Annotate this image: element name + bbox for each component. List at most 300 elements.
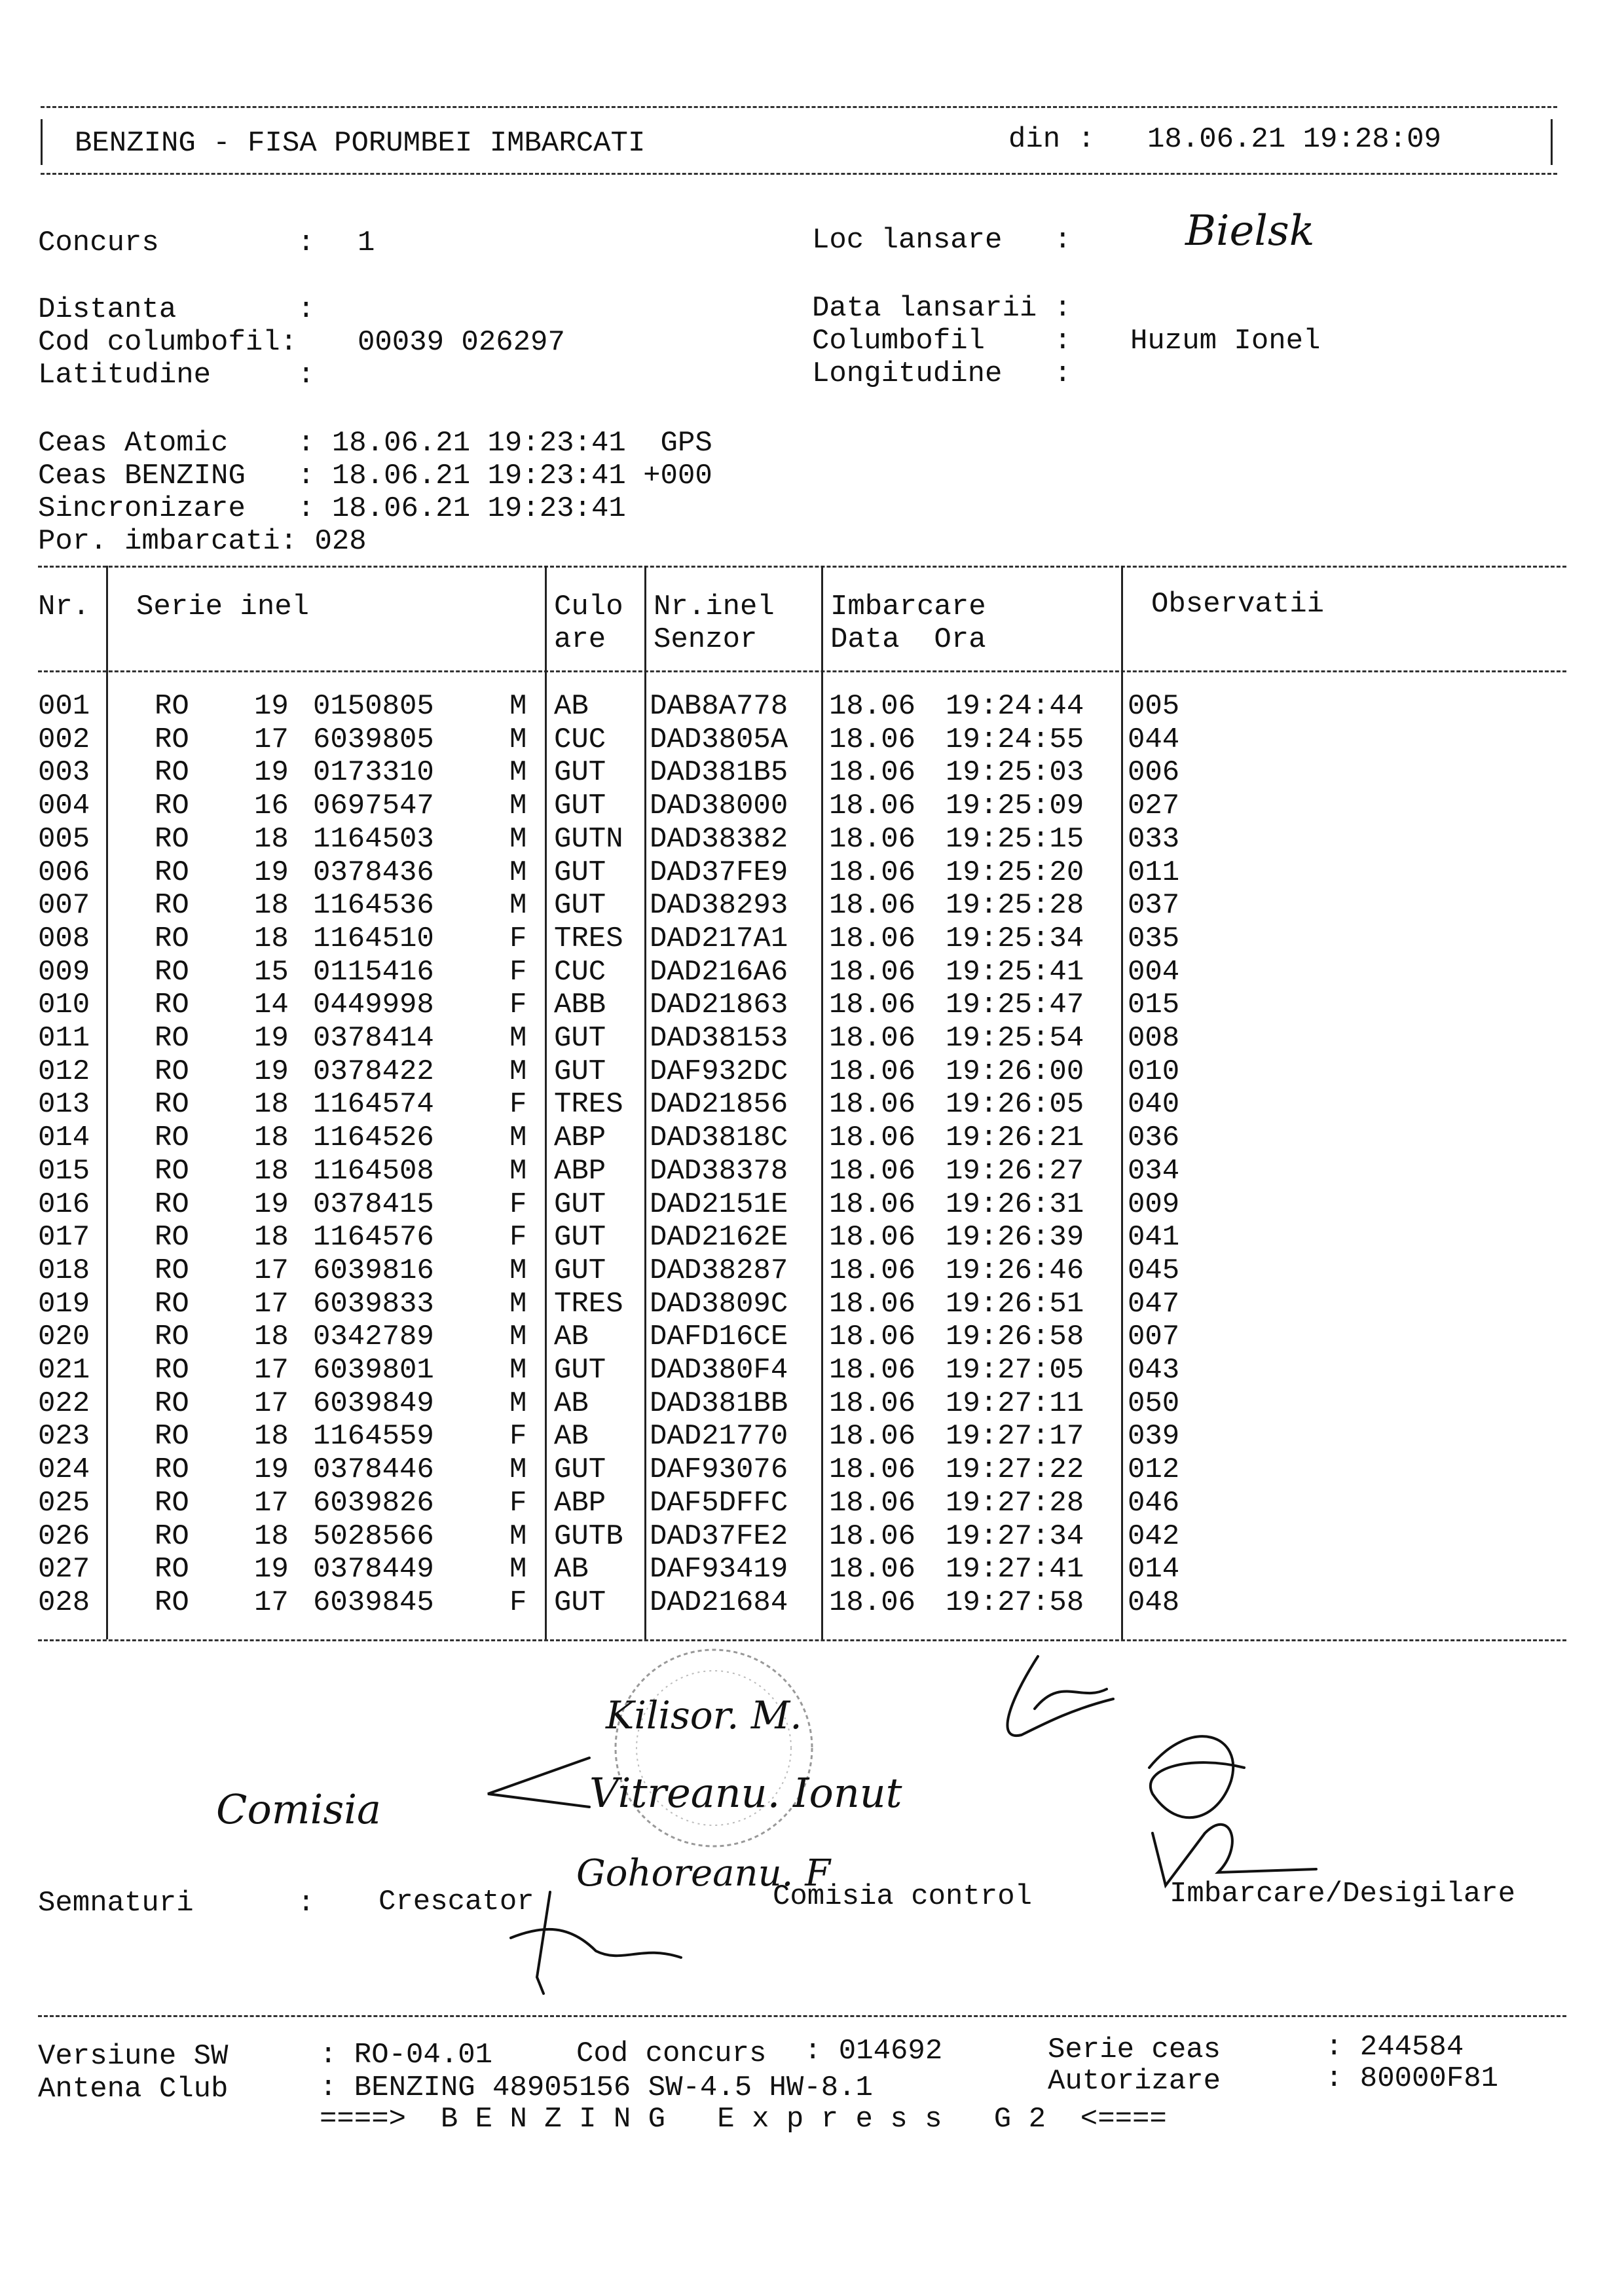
cell-country: RO xyxy=(155,1155,189,1188)
cell-observatii: 014 xyxy=(1128,1553,1180,1586)
cell-observatii: 004 xyxy=(1128,956,1180,989)
cell-ring-number: 0378436 xyxy=(313,856,434,889)
cell-sex: M xyxy=(509,1022,527,1055)
table-header-divider xyxy=(38,670,1566,672)
latitudine-label: Latitudine : xyxy=(38,359,315,392)
columbofil-label: Columbofil : xyxy=(812,325,1072,357)
cell-country: RO xyxy=(155,1221,189,1254)
cell-observatii: 027 xyxy=(1128,790,1180,822)
cell-time: 19:26:51 xyxy=(946,1288,1084,1321)
cell-sex: M xyxy=(509,1254,527,1287)
cell-date: 18.06 xyxy=(829,790,916,822)
autorizare-value: : 80000F81 xyxy=(1325,2062,1499,2095)
cell-year: 19 xyxy=(254,856,289,889)
cell-color: GUT xyxy=(554,889,606,922)
cell-time: 19:26:46 xyxy=(946,1254,1084,1287)
cell-color: AB xyxy=(554,1387,589,1420)
handwriting-line-2: Vitreanu. Ionut xyxy=(589,1769,902,1817)
cell-color: CUC xyxy=(554,956,606,989)
col-divider-imbarcare xyxy=(1121,566,1123,1639)
cell-sex: M xyxy=(509,1553,527,1586)
cell-date: 18.06 xyxy=(829,1254,916,1287)
cell-time: 19:27:17 xyxy=(946,1420,1084,1453)
cell-country: RO xyxy=(155,1022,189,1055)
cell-nr: 007 xyxy=(38,889,90,922)
cell-time: 19:26:05 xyxy=(946,1088,1084,1121)
cell-sensor: DAD38000 xyxy=(650,790,788,822)
cell-time: 19:25:15 xyxy=(946,823,1084,856)
cell-time: 19:25:20 xyxy=(946,856,1084,889)
cell-ring-number: 6039833 xyxy=(313,1288,434,1321)
cell-nr: 022 xyxy=(38,1387,90,1420)
cell-ring-number: 0378422 xyxy=(313,1055,434,1088)
cell-nr: 028 xyxy=(38,1586,90,1619)
cell-ring-number: 0150805 xyxy=(313,690,434,723)
cell-year: 15 xyxy=(254,956,289,989)
cell-sensor: DAD38287 xyxy=(650,1254,788,1287)
cell-color: GUTB xyxy=(554,1520,623,1553)
col-divider-culoare xyxy=(644,566,646,1639)
cell-sensor: DAD38378 xyxy=(650,1155,788,1188)
cell-date: 18.06 xyxy=(829,1420,916,1453)
cell-sex: M xyxy=(509,1055,527,1088)
cell-date: 18.06 xyxy=(829,989,916,1021)
cell-observatii: 042 xyxy=(1128,1520,1180,1553)
signature-1 xyxy=(1007,1656,1113,1736)
cell-time: 19:25:03 xyxy=(946,756,1084,789)
cell-color: GUT xyxy=(554,1586,606,1619)
cell-sex: M xyxy=(509,1387,527,1420)
cell-ring-number: 0378414 xyxy=(313,1022,434,1055)
signature-3 xyxy=(1153,1825,1316,1886)
cell-observatii: 039 xyxy=(1128,1420,1180,1453)
header-bottom-border xyxy=(41,173,1557,175)
cell-ring-number: 1164576 xyxy=(313,1221,434,1254)
col-divider-nr xyxy=(106,566,108,1639)
cell-sensor: DAD2151E xyxy=(650,1188,788,1221)
cell-color: GUT xyxy=(554,1188,606,1221)
cell-country: RO xyxy=(155,889,189,922)
cell-year: 18 xyxy=(254,1088,289,1121)
cell-date: 18.06 xyxy=(829,1553,916,1586)
cell-nr: 012 xyxy=(38,1055,90,1088)
distanta-label: Distanta : xyxy=(38,293,315,326)
cell-date: 18.06 xyxy=(829,922,916,955)
header-serie-inel: Serie inel xyxy=(136,591,310,623)
cod-concurs-label: Cod concurs xyxy=(576,2037,767,2070)
cell-date: 18.06 xyxy=(829,756,916,789)
cell-color: GUT xyxy=(554,790,606,822)
cell-sex: M xyxy=(509,756,527,789)
cell-date: 18.06 xyxy=(829,1586,916,1619)
col-divider-senzor xyxy=(821,566,823,1639)
cell-color: AB xyxy=(554,1321,589,1353)
cell-year: 17 xyxy=(254,1254,289,1287)
cell-date: 18.06 xyxy=(829,1155,916,1188)
cell-ring-number: 5028566 xyxy=(313,1520,434,1553)
cell-sensor: DAD381BB xyxy=(650,1387,788,1420)
header-din-value: 18.06.21 19:28:09 xyxy=(1147,123,1441,156)
longitudine-label: Longitudine : xyxy=(812,357,1072,390)
cell-date: 18.06 xyxy=(829,1354,916,1387)
cell-date: 18.06 xyxy=(829,1520,916,1553)
footer-divider xyxy=(38,2015,1566,2017)
cell-ring-number: 1164559 xyxy=(313,1420,434,1453)
cell-sensor: DAD2162E xyxy=(650,1221,788,1254)
cell-color: GUT xyxy=(554,856,606,889)
cell-nr: 025 xyxy=(38,1487,90,1520)
cell-sensor: DAD3805A xyxy=(650,723,788,756)
cell-nr: 014 xyxy=(38,1121,90,1154)
header-culoare-1: Culo xyxy=(554,591,623,623)
cell-country: RO xyxy=(155,1354,189,1387)
cell-country: RO xyxy=(155,1254,189,1287)
cell-observatii: 036 xyxy=(1128,1121,1180,1154)
cell-date: 18.06 xyxy=(829,1088,916,1121)
cell-nr: 013 xyxy=(38,1088,90,1121)
cell-ring-number: 0173310 xyxy=(313,756,434,789)
cell-country: RO xyxy=(155,922,189,955)
cell-country: RO xyxy=(155,1453,189,1486)
cell-nr: 026 xyxy=(38,1520,90,1553)
cell-ring-number: 0378449 xyxy=(313,1553,434,1586)
cell-year: 17 xyxy=(254,1387,289,1420)
cell-nr: 018 xyxy=(38,1254,90,1287)
cell-sex: M xyxy=(509,1520,527,1553)
antena-label: Antena Club xyxy=(38,2073,229,2105)
cell-observatii: 012 xyxy=(1128,1453,1180,1486)
cell-country: RO xyxy=(155,1055,189,1088)
crescator-label: Crescator xyxy=(378,1886,534,1918)
por-imbarcati-line: Por. imbarcati: 028 xyxy=(38,525,367,558)
cell-date: 18.06 xyxy=(829,1453,916,1486)
cell-color: ABP xyxy=(554,1121,606,1154)
cell-sex: F xyxy=(509,1420,527,1453)
cell-nr: 020 xyxy=(38,1321,90,1353)
cell-color: GUT xyxy=(554,756,606,789)
header-left-border xyxy=(41,119,43,165)
cell-country: RO xyxy=(155,1586,189,1619)
cell-sensor: DAD21770 xyxy=(650,1420,788,1453)
cell-country: RO xyxy=(155,1288,189,1321)
cell-time: 19:25:09 xyxy=(946,790,1084,822)
serie-ceas-value: : 244584 xyxy=(1325,2031,1464,2064)
cell-color: ABB xyxy=(554,989,606,1021)
cell-color: GUT xyxy=(554,1354,606,1387)
cell-country: RO xyxy=(155,756,189,789)
cell-year: 16 xyxy=(254,790,289,822)
cell-year: 18 xyxy=(254,922,289,955)
serie-ceas-label: Serie ceas xyxy=(1048,2033,1221,2066)
cell-color: TRES xyxy=(554,1088,623,1121)
cell-time: 19:27:05 xyxy=(946,1354,1084,1387)
concurs-label: Concurs : xyxy=(38,227,315,259)
cell-ring-number: 1164508 xyxy=(313,1155,434,1188)
cod-columbofil-label: Cod columbofil: xyxy=(38,326,298,359)
cell-ring-number: 1164503 xyxy=(313,823,434,856)
cell-observatii: 047 xyxy=(1128,1288,1180,1321)
cell-ring-number: 0378446 xyxy=(313,1453,434,1486)
cell-sex: F xyxy=(509,1487,527,1520)
cell-date: 18.06 xyxy=(829,1022,916,1055)
cell-year: 18 xyxy=(254,889,289,922)
cell-sex: F xyxy=(509,956,527,989)
cell-sensor: DAD380F4 xyxy=(650,1354,788,1387)
cell-nr: 004 xyxy=(38,790,90,822)
cell-ring-number: 1164536 xyxy=(313,889,434,922)
cell-date: 18.06 xyxy=(829,1288,916,1321)
cod-columbofil-value: 00039 026297 xyxy=(358,326,565,359)
col-divider-serie xyxy=(545,566,547,1639)
cell-country: RO xyxy=(155,1387,189,1420)
cell-time: 19:26:21 xyxy=(946,1121,1084,1154)
cell-sex: M xyxy=(509,1155,527,1188)
cell-time: 19:27:28 xyxy=(946,1487,1084,1520)
cod-concurs-value: : 014692 xyxy=(804,2035,943,2068)
cell-color: ABP xyxy=(554,1487,606,1520)
cell-year: 14 xyxy=(254,989,289,1021)
cell-year: 19 xyxy=(254,690,289,723)
ceas-benzing-line: Ceas BENZING : 18.06.21 19:23:41 +000 xyxy=(38,460,712,492)
cell-observatii: 044 xyxy=(1128,723,1180,756)
header-culoare-2: are xyxy=(554,623,606,656)
versiune-label: Versiune SW xyxy=(38,2040,229,2073)
cell-date: 18.06 xyxy=(829,1055,916,1088)
cell-sex: M xyxy=(509,690,527,723)
cell-ring-number: 6039849 xyxy=(313,1387,434,1420)
cell-sex: M xyxy=(509,790,527,822)
header-top-border xyxy=(41,106,1557,108)
cell-observatii: 011 xyxy=(1128,856,1180,889)
cell-nr: 017 xyxy=(38,1221,90,1254)
cell-sensor: DAD37FE9 xyxy=(650,856,788,889)
cell-sex: M xyxy=(509,889,527,922)
cell-year: 19 xyxy=(254,1055,289,1088)
autorizare-label: Autorizare xyxy=(1048,2065,1221,2098)
cell-color: TRES xyxy=(554,922,623,955)
columbofil-value: Huzum Ionel xyxy=(1130,325,1321,357)
cell-observatii: 005 xyxy=(1128,690,1180,723)
handwriting-area xyxy=(0,1637,1624,1977)
data-lansarii-label: Data lansarii : xyxy=(812,292,1072,325)
cell-color: GUT xyxy=(554,1022,606,1055)
cell-time: 19:24:44 xyxy=(946,690,1084,723)
cell-observatii: 015 xyxy=(1128,989,1180,1021)
cell-nr: 006 xyxy=(38,856,90,889)
header-right-border xyxy=(1551,119,1553,165)
cell-color: AB xyxy=(554,1420,589,1453)
cell-nr: 008 xyxy=(38,922,90,955)
cell-sensor: DAF93419 xyxy=(650,1553,788,1586)
cell-color: CUC xyxy=(554,723,606,756)
signature-2 xyxy=(1149,1736,1244,1817)
cell-color: AB xyxy=(554,1553,589,1586)
cell-observatii: 046 xyxy=(1128,1487,1180,1520)
handwriting-comisia: Comisia xyxy=(216,1785,381,1833)
cell-sex: M xyxy=(509,1288,527,1321)
cell-nr: 005 xyxy=(38,823,90,856)
cell-year: 18 xyxy=(254,1121,289,1154)
cell-sex: F xyxy=(509,1088,527,1121)
cell-ring-number: 0378415 xyxy=(313,1188,434,1221)
cell-sensor: DAD37FE2 xyxy=(650,1520,788,1553)
cell-sensor: DAD3818C xyxy=(650,1121,788,1154)
header-nr: Nr. xyxy=(38,591,90,623)
cell-observatii: 043 xyxy=(1128,1354,1180,1387)
cell-nr: 009 xyxy=(38,956,90,989)
cell-country: RO xyxy=(155,723,189,756)
cell-country: RO xyxy=(155,1321,189,1353)
cell-sex: M xyxy=(509,856,527,889)
document-title: BENZING - FISA PORUMBEI IMBARCATI xyxy=(75,127,646,160)
cell-year: 17 xyxy=(254,1354,289,1387)
cell-time: 19:27:34 xyxy=(946,1520,1084,1553)
antena-value: : BENZING 48905156 SW-4.5 HW-8.1 xyxy=(320,2071,873,2104)
cell-time: 19:27:58 xyxy=(946,1586,1084,1619)
cell-observatii: 050 xyxy=(1128,1387,1180,1420)
cell-ring-number: 0115416 xyxy=(313,956,434,989)
cell-year: 18 xyxy=(254,1155,289,1188)
cell-sensor: DAD3809C xyxy=(650,1288,788,1321)
cell-sensor: DAD21684 xyxy=(650,1586,788,1619)
cell-sensor: DAD216A6 xyxy=(650,956,788,989)
cell-observatii: 033 xyxy=(1128,823,1180,856)
cell-observatii: 034 xyxy=(1128,1155,1180,1188)
comisia-control-label: Comisia control xyxy=(773,1880,1033,1913)
cell-nr: 010 xyxy=(38,989,90,1021)
cell-observatii: 045 xyxy=(1128,1254,1180,1287)
cell-year: 19 xyxy=(254,1188,289,1221)
cell-time: 19:26:00 xyxy=(946,1055,1084,1088)
cell-sensor: DAF93076 xyxy=(650,1453,788,1486)
cell-color: AB xyxy=(554,690,589,723)
loc-lansare-label: Loc lansare : xyxy=(812,224,1072,257)
benzing-express-line: ====> B E N Z I N G E x p r e s s G 2 <==== xyxy=(320,2103,1167,2136)
cell-year: 17 xyxy=(254,1586,289,1619)
cell-country: RO xyxy=(155,823,189,856)
cell-country: RO xyxy=(155,1420,189,1453)
cell-time: 19:26:39 xyxy=(946,1221,1084,1254)
cell-nr: 024 xyxy=(38,1453,90,1486)
cell-sensor: DAD38382 xyxy=(650,823,788,856)
cell-sensor: DAD38153 xyxy=(650,1022,788,1055)
cell-time: 19:25:34 xyxy=(946,922,1084,955)
cell-country: RO xyxy=(155,1553,189,1586)
cell-nr: 002 xyxy=(38,723,90,756)
cell-year: 18 xyxy=(254,823,289,856)
cell-ring-number: 6039805 xyxy=(313,723,434,756)
cell-ring-number: 0342789 xyxy=(313,1321,434,1353)
cell-sensor: DAB8A778 xyxy=(650,690,788,723)
cell-sensor: DAD21863 xyxy=(650,989,788,1021)
table-top-border xyxy=(38,566,1566,568)
cell-nr: 011 xyxy=(38,1022,90,1055)
cell-sensor: DAD21856 xyxy=(650,1088,788,1121)
cell-time: 19:26:58 xyxy=(946,1321,1084,1353)
cell-color: ABP xyxy=(554,1155,606,1188)
cell-sex: F xyxy=(509,1221,527,1254)
cell-observatii: 008 xyxy=(1128,1022,1180,1055)
header-data-ora: Data Ora xyxy=(830,623,986,656)
cell-sensor: DAD381B5 xyxy=(650,756,788,789)
cell-ring-number: 0449998 xyxy=(313,989,434,1021)
cell-ring-number: 6039826 xyxy=(313,1487,434,1520)
cell-year: 19 xyxy=(254,756,289,789)
crescator-signature xyxy=(471,1879,707,2003)
handwriting-line-3: Gohoreanu. F xyxy=(576,1852,831,1895)
cell-observatii: 035 xyxy=(1128,922,1180,955)
cell-date: 18.06 xyxy=(829,956,916,989)
versiune-value: : RO-04.01 xyxy=(320,2039,493,2071)
signature-1b xyxy=(1035,1689,1107,1709)
cell-color: GUT xyxy=(554,1055,606,1088)
cell-ring-number: 6039801 xyxy=(313,1354,434,1387)
cell-country: RO xyxy=(155,1487,189,1520)
cell-ring-number: 1164526 xyxy=(313,1121,434,1154)
cell-ring-number: 1164510 xyxy=(313,922,434,955)
semnaturi-label: Semnaturi : xyxy=(38,1887,315,1920)
ceas-atomic-line: Ceas Atomic : 18.06.21 19:23:41 GPS xyxy=(38,427,712,460)
cell-sensor: DAFD16CE xyxy=(650,1321,788,1353)
stamp-circle xyxy=(616,1650,812,1846)
cell-date: 18.06 xyxy=(829,1121,916,1154)
header-nr-inel: Nr.inel xyxy=(654,591,775,623)
cell-observatii: 006 xyxy=(1128,756,1180,789)
handwriting-line-1: Kilisor. M. xyxy=(606,1693,802,1738)
cell-year: 17 xyxy=(254,1487,289,1520)
cell-sex: M xyxy=(509,723,527,756)
cell-year: 17 xyxy=(254,1288,289,1321)
cell-sex: F xyxy=(509,1188,527,1221)
cell-sex: F xyxy=(509,989,527,1021)
cell-ring-number: 0697547 xyxy=(313,790,434,822)
cell-observatii: 048 xyxy=(1128,1586,1180,1619)
cell-sensor: DAF932DC xyxy=(650,1055,788,1088)
cell-sex: M xyxy=(509,823,527,856)
cell-date: 18.06 xyxy=(829,1321,916,1353)
cell-time: 19:26:27 xyxy=(946,1155,1084,1188)
cell-date: 18.06 xyxy=(829,1221,916,1254)
cell-time: 19:27:22 xyxy=(946,1453,1084,1486)
cell-time: 19:25:47 xyxy=(946,989,1084,1021)
cell-time: 19:27:11 xyxy=(946,1387,1084,1420)
cell-year: 17 xyxy=(254,723,289,756)
cell-date: 18.06 xyxy=(829,1387,916,1420)
cell-time: 19:26:31 xyxy=(946,1188,1084,1221)
cell-observatii: 010 xyxy=(1128,1055,1180,1088)
cell-country: RO xyxy=(155,790,189,822)
cell-color: TRES xyxy=(554,1288,623,1321)
cell-country: RO xyxy=(155,856,189,889)
cell-sex: F xyxy=(509,1586,527,1619)
cell-observatii: 041 xyxy=(1128,1221,1180,1254)
cell-date: 18.06 xyxy=(829,723,916,756)
cell-year: 18 xyxy=(254,1520,289,1553)
cell-color: GUTN xyxy=(554,823,623,856)
cell-year: 19 xyxy=(254,1553,289,1586)
cell-country: RO xyxy=(155,1088,189,1121)
cell-year: 18 xyxy=(254,1321,289,1353)
cell-sensor: DAF5DFFC xyxy=(650,1487,788,1520)
header-senzor: Senzor xyxy=(654,623,758,656)
cell-year: 19 xyxy=(254,1453,289,1486)
cell-nr: 023 xyxy=(38,1420,90,1453)
cell-year: 18 xyxy=(254,1420,289,1453)
cell-color: GUT xyxy=(554,1221,606,1254)
cell-country: RO xyxy=(155,956,189,989)
cell-color: GUT xyxy=(554,1453,606,1486)
cell-time: 19:24:55 xyxy=(946,723,1084,756)
